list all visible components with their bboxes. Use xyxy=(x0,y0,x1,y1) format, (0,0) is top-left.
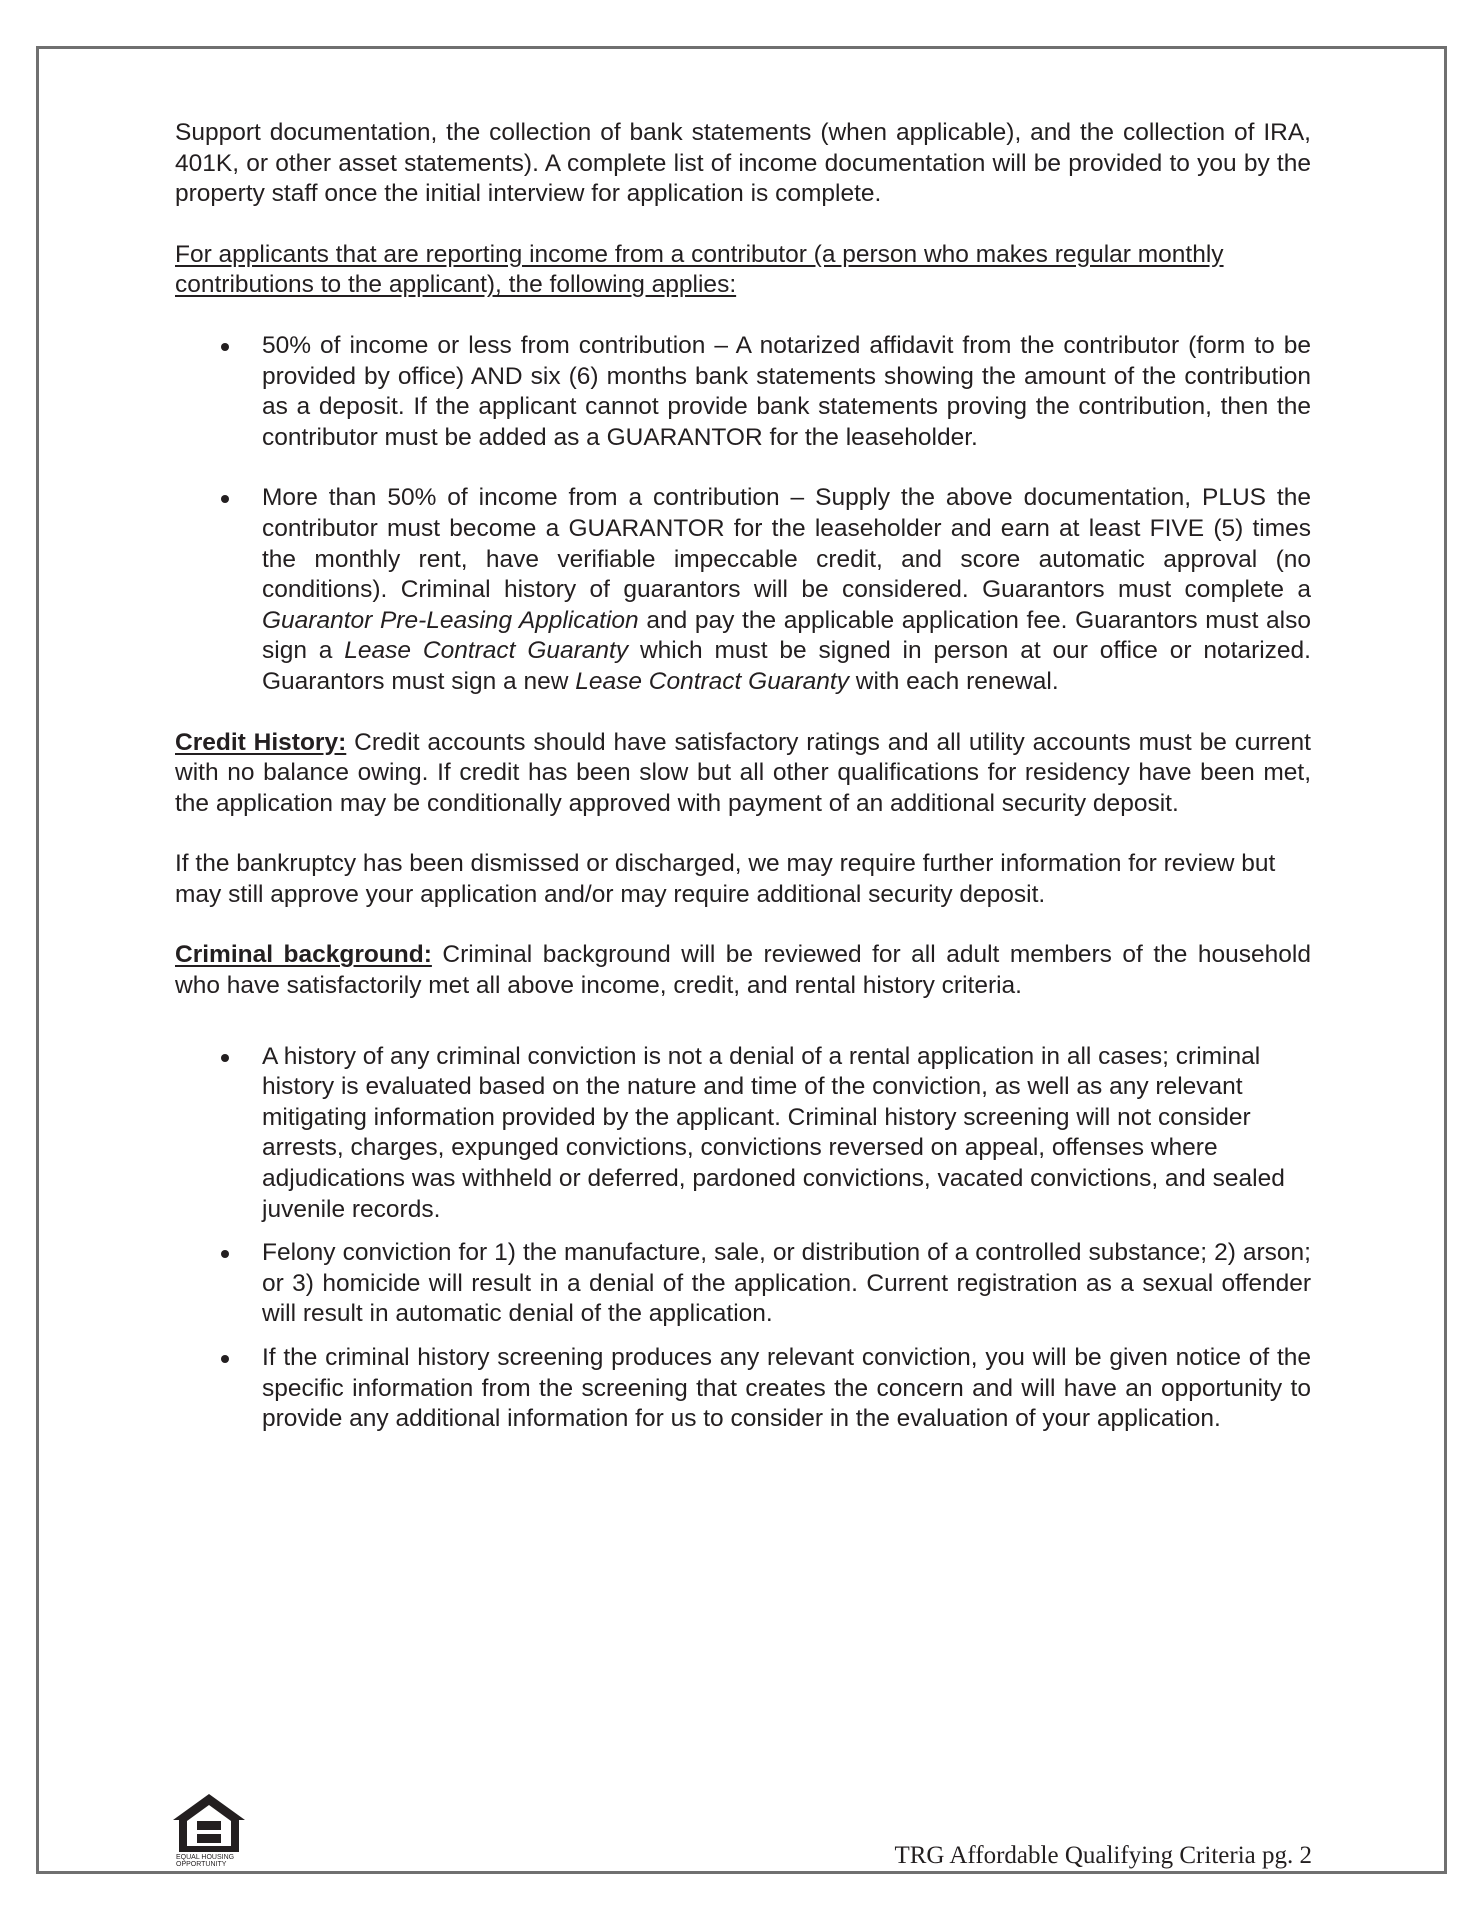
spacer xyxy=(175,301,1311,331)
equal-housing-opportunity-icon xyxy=(173,1794,245,1852)
criminal-background-paragraph xyxy=(175,940,1311,1001)
list-item xyxy=(175,1343,1311,1435)
bullet-text: If the criminal history screening produces any relevant conviction, you will be given notice of the specific information from the screening that creates the concern and will have an opportunity to provide any additional information for us to consider in the evaluation of your application. xyxy=(262,1344,1311,1433)
criminal-bullet-list xyxy=(175,1042,1311,1435)
bullet-icon xyxy=(221,343,229,351)
list-item xyxy=(175,331,1311,453)
bullet-text-part: with each renewal. xyxy=(848,667,1059,695)
bullet-icon xyxy=(221,1355,229,1363)
list-item xyxy=(175,483,1311,697)
criminal-background-heading: Criminal background: xyxy=(175,941,432,969)
spacer xyxy=(175,819,1311,849)
footer-title: TRG Affordable Qualifying Criteria pg. 2 xyxy=(894,1842,1312,1869)
bullet-icon xyxy=(221,1250,229,1258)
document-body xyxy=(175,118,1311,1435)
form-name-guarantor-application: Guarantor Pre-Leasing Application xyxy=(262,606,639,634)
spacer xyxy=(175,698,1311,728)
intro-paragraph: Support documentation, the collection of bank statements (when applicable), and the collection of IRA, 401K, or other asset statements). A complete list of income documentation will be provided to you by the property staff once the initial interview for application is complete. xyxy=(175,119,1311,208)
bullet-text: Felony conviction for 1) the manufacture, sale, or distribution of a controlled substance; 2) arson; or 3) homicide will result in a denial of the application. Current registration as a sexual offender will result in automatic denial of the application. xyxy=(262,1239,1311,1328)
credit-history-paragraph xyxy=(175,728,1311,820)
bullet-text: 50% of income or less from contribution – A notarized affidavit from the contributor (form to be provided by office) AND six (6) months bank statements showing the amount of the contribution as a deposit. If the applicant cannot provide bank statements proving the contribution, then the contributor must be added as a GUARANTOR for the leaseholder. xyxy=(262,331,1311,451)
spacer xyxy=(175,210,1311,240)
spacer xyxy=(175,910,1311,940)
form-name-lease-guaranty: Lease Contract Guaranty xyxy=(575,667,849,695)
list-item xyxy=(175,1042,1311,1226)
criminal-background-text: Criminal background will be reviewed for all adult members of the household who have satisfactorily met all above income, credit, and rental history criteria. xyxy=(175,941,1311,1000)
credit-history-text: Credit accounts should have satisfactory ratings and all utility accounts must be current with no balance owing. If credit has been slow but all other qualifications for residency have been met, the application may be conditionally approved with payment of an additional security deposit. xyxy=(175,728,1311,817)
bullet-icon xyxy=(221,1054,229,1062)
contributor-heading: For applicants that are reporting income from a contributor (a person who makes regular monthly contributions to the applicant), the following applies: xyxy=(175,240,1224,299)
form-name-lease-guaranty: Lease Contract Guaranty xyxy=(344,637,629,665)
bullet-text-part: and pay the applicable application fee. Guarantors must also sign a xyxy=(262,606,1311,665)
bullet-text-part: which must be signed in person at our office or notarized. Guarantors must sign a new xyxy=(262,637,1311,695)
equal-housing-logo xyxy=(173,1794,245,1868)
credit-history-heading: Credit History: xyxy=(175,728,347,756)
logo-caption xyxy=(176,1854,245,1868)
bullet-icon xyxy=(221,495,229,503)
list-item xyxy=(175,1238,1311,1330)
logo-caption-line: OPPORTUNITY xyxy=(176,1861,227,1868)
spacer xyxy=(175,1002,1311,1042)
logo-caption-line: EQUAL HOUSING xyxy=(176,1854,235,1861)
bullet-text-part: More than 50% of income from a contribution – Supply the above documentation, PLUS the contributor must become a GUARANTOR for the leaseholder and earn at least FIVE (5) times the monthly rent, have verifiable impeccable credit, and score automatic approval (no conditions). Criminal history of guarantors will be considered. Guarantors must complete a xyxy=(262,484,1311,604)
bankruptcy-paragraph: If the bankruptcy has been dismissed or discharged, we may require further information for review but may still approve your application and/or may require additional security deposit. xyxy=(175,850,1276,908)
contributor-bullet-list xyxy=(175,331,1311,698)
bullet-text: A history of any criminal conviction is not a denial of a rental application in all cases; criminal history is evaluated based on the nature and time of the conviction, as well as any relevant mitigating information provided by the applicant. Criminal history screening will not consider arrests, charges, expunged convictions, convictions reversed on appeal, offenses where adjudications was withheld or deferred, pardoned convictions, vacated convictions, and sealed juvenile records. xyxy=(262,1042,1285,1223)
